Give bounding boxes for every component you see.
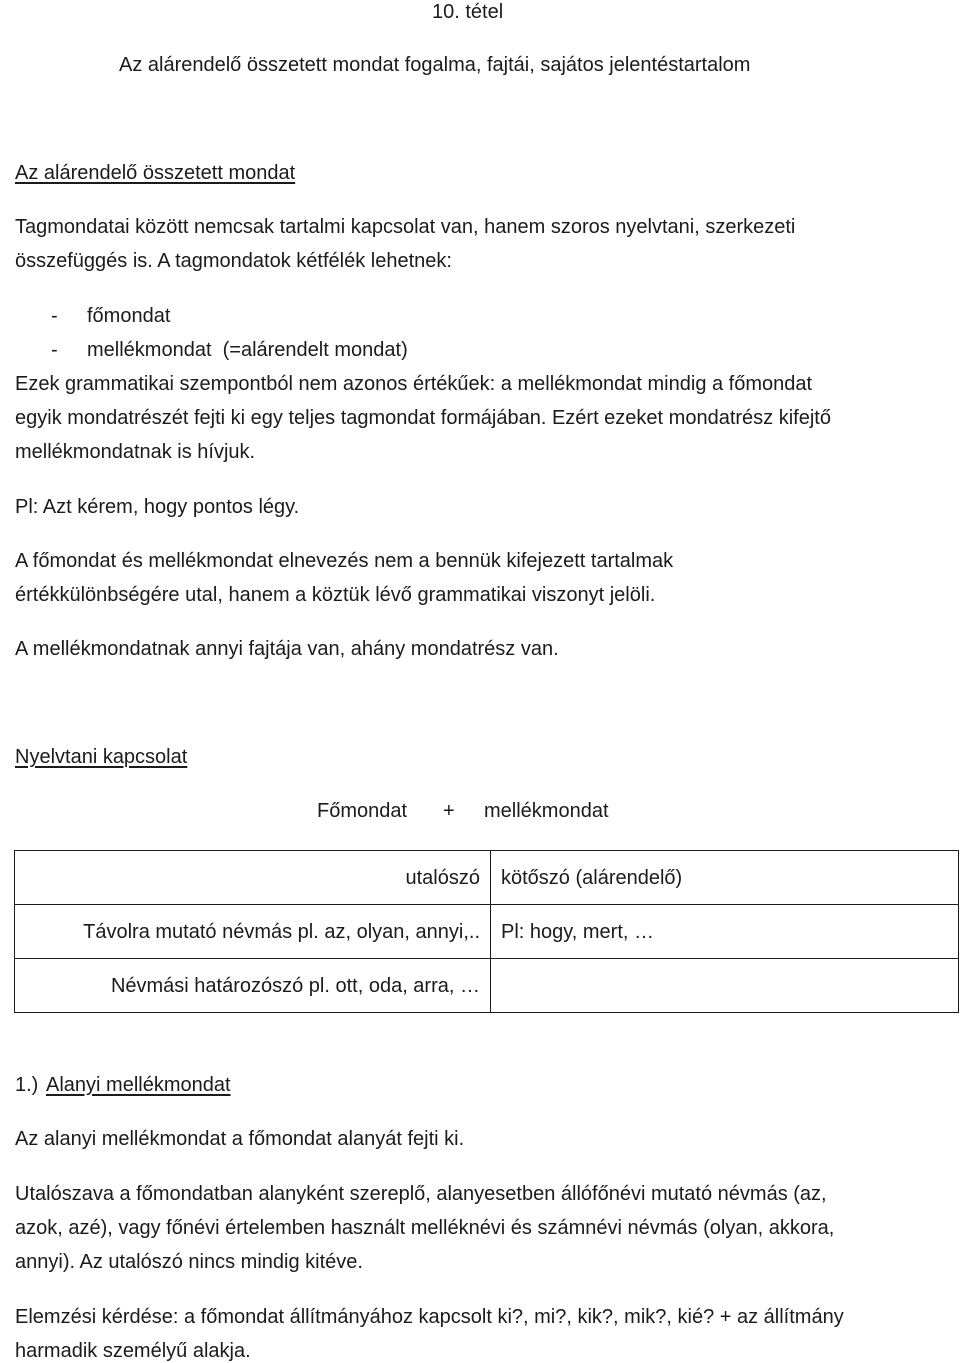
table-cell: Pl: hogy, mert, …	[491, 905, 959, 959]
formula-left: Főmondat	[317, 800, 408, 822]
tetel-number: 10. tétel	[432, 1, 504, 23]
bullet-text-fomondat: főmondat	[87, 305, 171, 327]
table-cell: kötőszó (alárendelő)	[491, 851, 959, 905]
paragraph-line: Ezek grammatikai szempontból nem azonos értékűek: a mellékmondat mindig a főmondat	[15, 373, 813, 395]
formula-right: mellékmondat	[484, 800, 609, 822]
paragraph-line: Tagmondatai között nemcsak tartalmi kapcsolat van, hanem szoros nyelvtani, szerkezeti	[15, 216, 796, 238]
paragraph-line: egyik mondatrészét fejti ki egy teljes tagmondat formájában. Ezért ezeket mondatrész kifejtő	[15, 407, 831, 429]
paragraph-line: azok, azé), vagy főnévi értelemben használt melléknévi és számnévi névmás (olyan, akkora,	[15, 1217, 835, 1239]
paragraph-line: értékkülönbségére utal, hanem a köztük lévő grammatikai viszonyt jelöli.	[15, 584, 656, 606]
page-title: Az alárendelő összetett mondat fogalma, fajtái, sajátos jelentéstartalom	[119, 54, 751, 76]
table-row	[15, 851, 959, 905]
paragraph-line: A mellékmondatnak annyi fajtája van, ahány mondatrész van.	[15, 638, 559, 660]
paragraph-line: annyi). Az utalószó nincs mindig kitéve.	[15, 1251, 363, 1273]
table-row	[15, 905, 959, 959]
section-heading-alanyi: Alanyi mellékmondat	[46, 1074, 231, 1096]
paragraph-line: harmadik személyű alakja.	[15, 1340, 251, 1362]
paragraph-line: mellékmondatnak is hívjuk.	[15, 441, 256, 463]
paragraph-line: Az alanyi mellékmondat a főmondat alanyát fejti ki.	[15, 1128, 465, 1150]
table-cell: utalószó	[15, 851, 491, 905]
connection-table	[14, 850, 959, 1013]
paragraph-line: Elemzési kérdése: a főmondat állítmányához kapcsolt ki?, mi?, kik?, mik?, kié? + az állítmány	[15, 1306, 844, 1328]
table-row	[15, 959, 959, 1013]
bullet-dash: -	[51, 339, 58, 361]
formula-operator: +	[443, 800, 455, 822]
bullet-text-mellekmondat: mellékmondat (=alárendelt mondat)	[87, 339, 408, 361]
section-number: 1.)	[15, 1074, 39, 1096]
table-cell: Névmási határozószó pl. ott, oda, arra, …	[15, 959, 491, 1013]
paragraph-line: összefüggés is. A tagmondatok kétfélék lehetnek:	[15, 250, 452, 272]
paragraph-line: A főmondat és mellékmondat elnevezés nem a bennük kifejezett tartalmak	[15, 550, 674, 572]
section-heading-nyelvtani-kapcsolat: Nyelvtani kapcsolat	[15, 746, 188, 768]
table-cell: Távolra mutató névmás pl. az, olyan, annyi,..	[15, 905, 491, 959]
section-heading-alarendelo: Az alárendelő összetett mondat	[15, 162, 296, 184]
paragraph-line: Utalószava a főmondatban alanyként szereplő, alanyesetben állófőnévi mutató névmás (az,	[15, 1183, 827, 1205]
table-cell	[491, 959, 959, 1013]
bullet-dash: -	[51, 305, 58, 327]
example-sentence: Pl: Azt kérem, hogy pontos légy.	[15, 496, 300, 518]
